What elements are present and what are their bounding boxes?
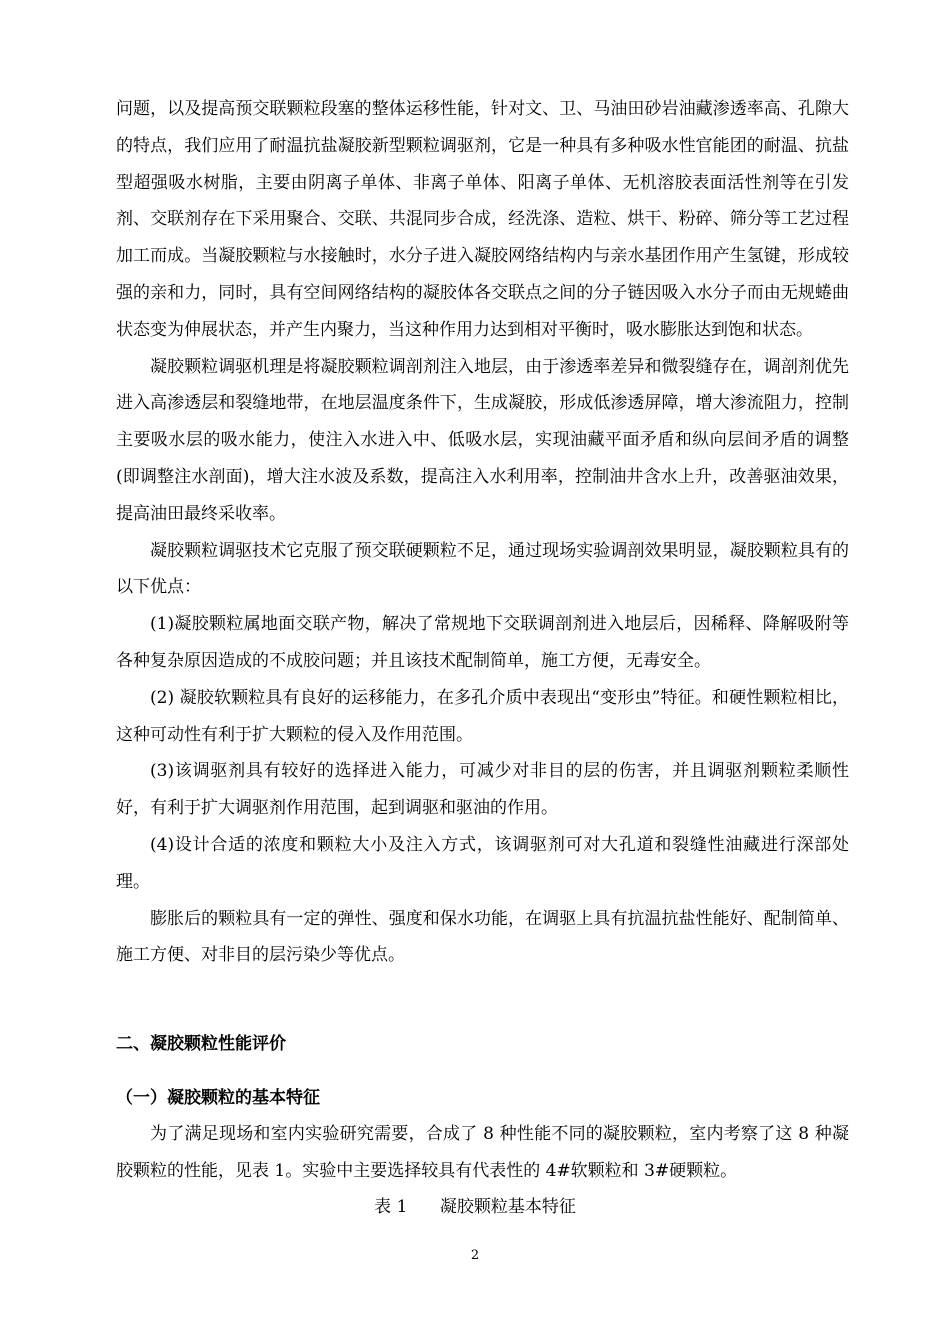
list-item-advantage-4: (4)设计合适的浓度和颗粒大小及注入方式，该调驱剂可对大孔道和裂缝性油藏进行深部处理。	[116, 834, 849, 892]
list-item-advantage-2: (2) 凝胶软颗粒具有良好的运移能力，在多孔介质中表现出“变形虫”特征。和硬性颗粒相比，这种可动性有利于扩大颗粒的侵入及作用范围。	[116, 687, 849, 745]
page-number: 2	[470, 1248, 480, 1263]
list-item-advantage-3: (3)该调驱剂具有较好的选择进入能力，可减少对非目的层的伤害，并且调驱剂颗粒柔顺性好，有利于扩大调驱剂作用范围，起到调驱和驱油的作用。	[116, 761, 849, 819]
body-text	[116, 91, 849, 974]
paragraph-particle-synthesis: 为了满足现场和室内实验研究需要，合成了 8 种性能不同的凝胶颗粒，室内考察了这 8 种凝胶颗粒的性能，见表 1。实验中主要选择较具有代表性的 4#软颗粒和 3#硬颗粒。	[116, 1124, 849, 1181]
paragraph-advantages-intro: 凝胶颗粒调驱技术它克服了预交联硬颗粒不足，通过现场实验调剖效果明显，凝胶颗粒具有的以下优点：	[116, 540, 849, 598]
section-heading: 二、凝胶颗粒性能评价	[116, 1034, 286, 1054]
list-item-advantage-1: (1)凝胶颗粒属地面交联产物，解决了常规地下交联调剖剂进入地层后，因稀释、降解吸附等各种复杂原因造成的不成胶问题；并且该技术配制简单，施工方便，无毒安全。	[116, 614, 849, 671]
table-caption: 表 1 凝胶颗粒基本特征	[374, 1197, 576, 1217]
intro-text	[116, 1116, 849, 1190]
paragraph-swollen-particle-properties: 膨胀后的颗粒具有一定的弹性、强度和保水功能，在调驱上具有抗温抗盐性能好、配制简单、施工方便、对非目的层污染少等优点。	[116, 908, 849, 966]
paragraph-profile-control-mechanism: 凝胶颗粒调驱机理是将凝胶颗粒调剖剂注入地层，由于渗透率差异和微裂缝存在，调剖剂优先进入高渗透层和裂缝地带，在地层温度条件下，生成凝胶，形成低渗透屏障，增大渗流阻力，控制主要吸水层的吸水能力，使注入水进入中、低吸水层，实现油藏平面矛盾和纵向层间矛盾的调整(即调整注水剖面)，增大注水波及系数，提高注入水利用率，控制油井含水上升，改善驱油效果，提高油田最终采收率。	[116, 356, 849, 524]
paragraph-hydrogel-description: 问题，以及提高预交联颗粒段塞的整体运移性能，针对文、卫、马油田砂岩油藏渗透率高、孔隙大的特点，我们应用了耐温抗盐凝胶新型颗粒调驱剂，它是一种具有多种吸水性官能团的耐温、抗盐型超强吸水树脂，主要由阴离子单体、非离子单体、阳离子单体、无机溶胶表面活性剂等在引发剂、交联剂存在下采用聚合、交联、共混同步合成，经洗涤、造粒、烘干、粉碎、筛分等工艺过程加工而成。当凝胶颗粒与水接触时，水分子进入凝胶网络结构内与亲水基团作用产生氢键，形成较强的亲和力，同时，具有空间网络结构的凝胶体各交联点之间的分子链因吸入水分子而由无规蜷曲状态变为伸展状态，并产生内聚力，当这种作用力达到相对平衡时，吸水膨胀达到饱和状态。	[116, 99, 849, 340]
subsection-heading: （一）凝胶颗粒的基本特征	[116, 1088, 320, 1108]
